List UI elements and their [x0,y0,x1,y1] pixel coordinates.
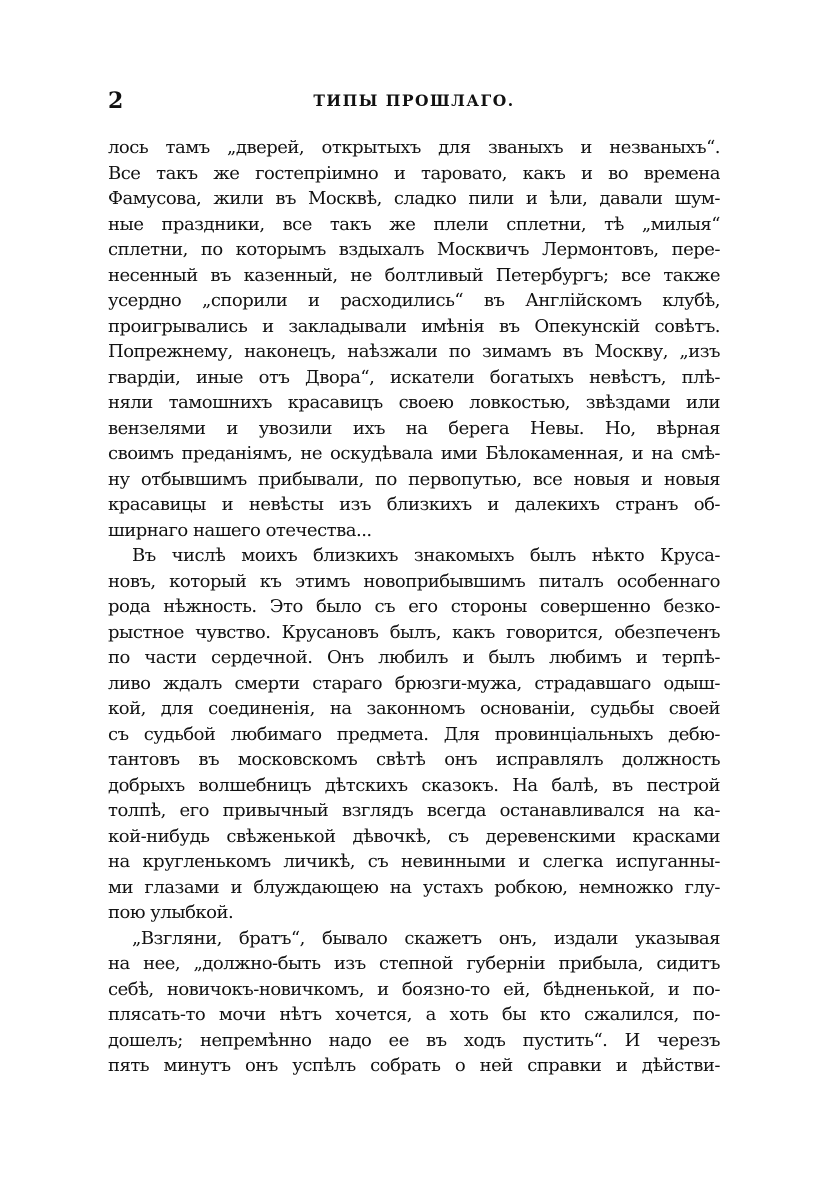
text-line: лось тамъ „дверей, открытыхъ для званыхъ и незваныхъ“. [108,137,720,158]
paragraph [108,926,720,1079]
paragraph [108,135,720,543]
text-line: новъ, который къ этимъ новоприбывшимъ питалъ особеннаго [108,570,720,592]
text-line: добрыхъ волшебницъ дѣтскихъ сказокъ. На балѣ, въ пестрой [108,774,720,796]
text-line: рода нѣжность. Это было съ его стороны совершенно безко- [108,596,720,617]
text-line: ми глазами и блуждающею на устахъ робкою, немножко глу- [108,876,720,898]
text-line: кой-нибудь свѣженькой дѣвочкѣ, съ деревенскими красками [108,825,720,847]
text-line: тантовъ въ московскомъ свѣтѣ онъ исправлялъ должность [108,749,720,770]
body-text [108,135,720,1079]
text-line: толпѣ, его привычный взглядъ всегда останавливался на ка- [108,800,720,821]
running-title: ТИПЫ ПРОШЛАГО. [313,91,515,110]
text-line: Въ числѣ моихъ близкихъ знакомыхъ былъ нѣкто Круса- [132,545,720,566]
text-line: ные праздники, все такъ же плели сплетни, тѣ „милыя“ [108,213,720,235]
text-line: на нее, „должно-быть изъ степной губерніи прибыла, сидитъ [108,953,720,974]
text-line: кой, для соединенія, на законномъ основаніи, судьбы своей [108,698,720,719]
text-line: пою улыбкой. [108,902,234,923]
text-line: ширнаго нашего отечества... [108,519,372,541]
page-header [108,90,720,114]
text-line: няли тамошнихъ красавицъ своею ловкостью, звѣздами или [108,392,720,413]
text-line: ливо ждалъ смерти стараго брюзги-мужа, страдавшаго одыш- [108,672,720,694]
page-number: 2 [108,88,124,114]
text-line: на кругленькомъ личикѣ, съ невинными и слегка испуганны- [108,851,720,872]
text-line: сплетни, по которымъ вздыхалъ Москвичъ Лермонтовъ, пере- [108,239,720,260]
text-line: гвардіи, иные отъ Двора“, искатели богатыхъ невѣстъ, плѣ- [108,366,720,388]
text-line: рыстное чувство. Крусановъ былъ, какъ говорится, обезпеченъ [108,621,720,643]
text-line: „Взгляни, братъ“, бывало скажетъ онъ, издали указывая [132,927,720,949]
text-line: Все такъ же гостепріимно и таровато, какъ и во времена [108,162,720,184]
paragraph [108,543,720,926]
text-line: дошелъ; непремѣнно надо ее въ ходъ пустить“. И черезъ [108,1029,720,1051]
text-line: по части сердечной. Онъ любилъ и былъ любимъ и терпѣ- [108,647,720,668]
text-line: Попрежнему, наконецъ, наѣзжали по зимамъ въ Москву, „изъ [108,341,720,362]
text-line: вензелями и увозили ихъ на берега Невы. Но, вѣрная [108,417,720,439]
text-line: красавицы и невѣсты изъ близкихъ и далекихъ странъ об- [108,494,720,515]
text-line: себѣ, новичокъ-новичкомъ, и боязно-то ей, бѣдненькой, и по- [108,978,720,1000]
text-line: своимъ преданіямъ, не оскудѣвала ими Бѣлокаменная, и на смѣ- [108,443,720,464]
text-line: ну отбывшимъ прибывали, по первопутью, все новыя и новыя [108,468,720,490]
text-line: Фамусова, жили въ Москвѣ, сладко пили и ѣли, давали шум- [108,188,720,209]
text-line: съ судьбой любимаго предмета. Для провинціальныхъ дебю- [108,723,720,745]
text-line: пять минутъ онъ успѣлъ собрать о ней справки и дѣйстви- [108,1055,720,1076]
text-line: несенный въ казенный, не болтливый Петербургъ; все также [108,264,720,286]
text-line: проигрывались и закладывали имѣнія въ Опекунскій совѣтъ. [108,315,720,337]
text-line: усердно „спорили и расходились“ въ Англійскомъ клубѣ, [108,290,720,311]
text-line: плясать-то мочи нѣтъ хочется, а хоть бы кто сжалился, по- [108,1004,720,1025]
